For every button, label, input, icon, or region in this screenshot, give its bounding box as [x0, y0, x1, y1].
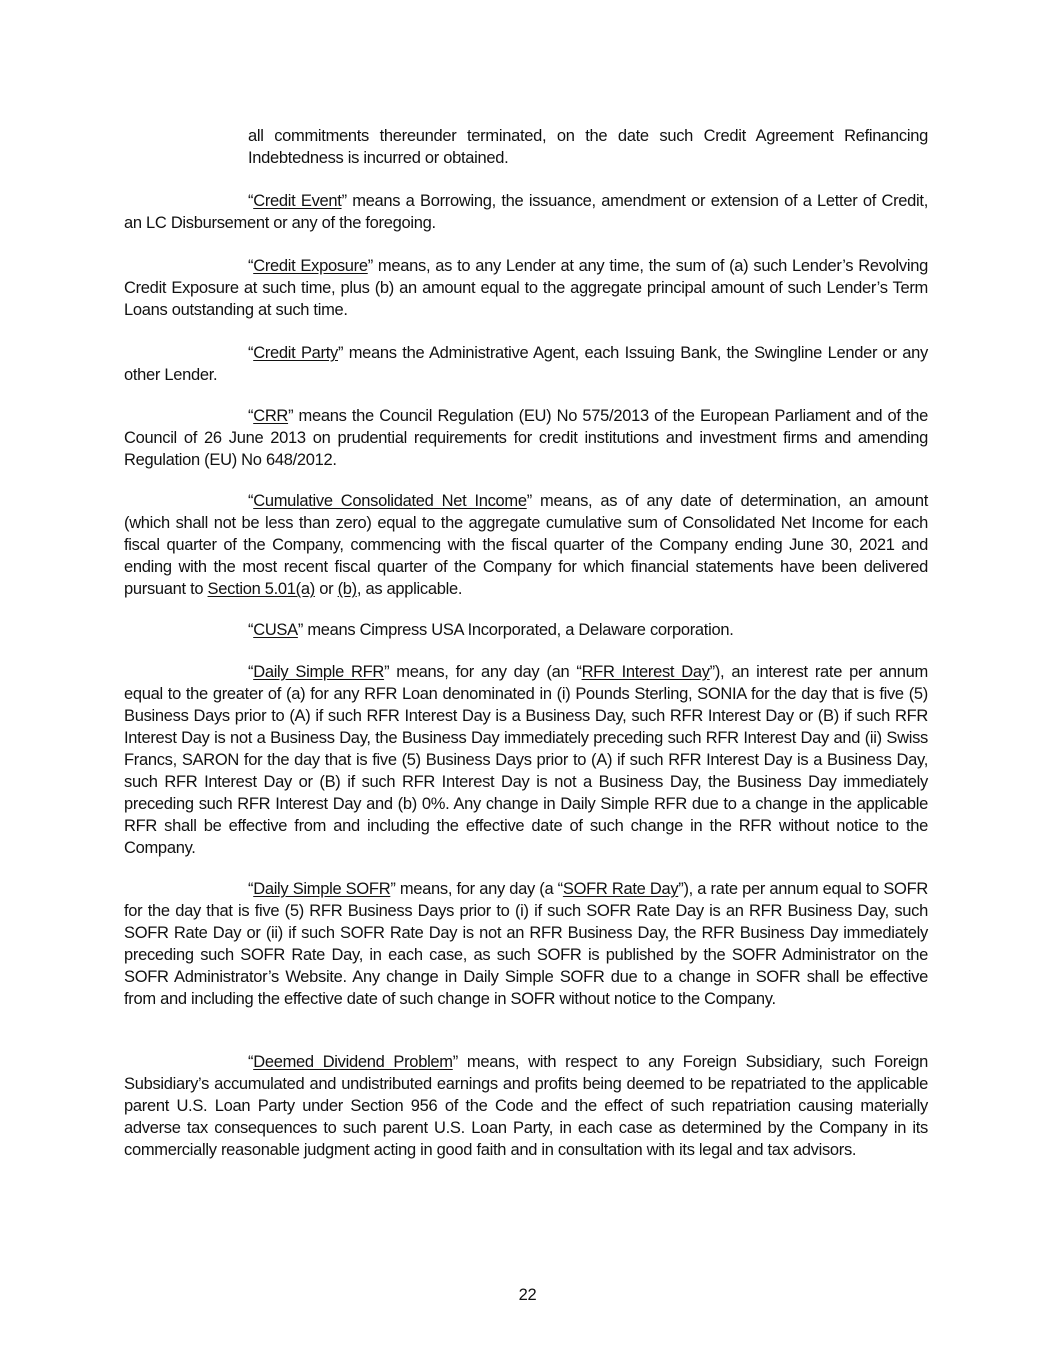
definition-crr: “CRR” means the Council Regulation (EU) No 575/2013 of the European Parliament and of the Council of 26 June 2013 on prudential requirements for credit institutions and investment firms and amending Regulation (EU) No 648/2012.	[124, 407, 928, 469]
definition-text: ” means, as to any Lender at any time, the sum of (a) such Lender’s Revolving Credit Exposure at such time, plus (b) an amount equal to the aggregate principal amount of such Lender’s Term Loans outstanding at such time.	[124, 257, 928, 319]
definition-text: ” means the Council Regulation (EU) No 575/2013 of the European Parliament and of the Council of 26 June 2013 on prudential requirements for credit institutions and investment firms and amending Regulation (EU) No 648/2012.	[124, 407, 928, 469]
definition-text: ” means Cimpress USA Incorporated, a Delaware corporation.	[297, 621, 734, 639]
defined-term: Deemed Dividend Problem	[253, 1053, 453, 1071]
continuation-text: all commitments thereunder terminated, on the date such Credit Agreement Refinancing Indebtedness is incurred or obtained.	[248, 127, 928, 167]
defined-term: SOFR Rate Day	[562, 880, 679, 898]
definition-text: ” means the Administrative Agent, each Issuing Bank, the Swingline Lender or any other Lender.	[124, 344, 929, 384]
defined-term: Credit Party	[253, 344, 338, 362]
definition-daily-simple-rfr: “Daily Simple RFR” means, for any day (an “RFR Interest Day”), an interest rate per annum equal to the greater of (a) for any RFR Loan denominated in (i) Pounds Sterling, SONIA for the day that is five (5) Business Days prior to (A) if such RFR Interest Day is a Business Day, such RFR Interest Day or (B) if such RFR Interest Day is not a Business Day, the Business Day immediately preceding such RFR Interest Day and (ii) Swiss Francs, SARON for the day that is five (5) Business Days prior to (A) if such RFR Interest Day is a Business Day, such RFR Interest Day or (B) if such RFR Interest Day is not a Business Day, the Business Day immediately preceding such RFR Interest Day and (b) 0%. Any change in Daily Simple RFR due to a change in the applicable RFR shall be effective from and including the effective date of such change in the RFR without notice to the Company.	[124, 663, 929, 857]
definition-credit-party: “Credit Party” means the Administrative Agent, each Issuing Bank, the Swingline Lender or any other Lender.	[124, 344, 929, 384]
definition-credit-exposure: “Credit Exposure” means, as to any Lender at any time, the sum of (a) such Lender’s Revolving Credit Exposure at such time, plus (b) an amount equal to the aggregate principal amount of such Lender’s Term Loans outstanding at such time.	[124, 257, 928, 319]
definition-text: ” means, for any day (an “	[384, 663, 582, 681]
defined-term: RFR Interest Day	[581, 663, 710, 681]
definition-daily-simple-sofr: “Daily Simple SOFR” means, for any day (a “SOFR Rate Day”), a rate per annum equal to SOFR for the day that is five (5) RFR Business Days prior to (i) if such SOFR Rate Day is an RFR Business Day, such SOFR Rate Day or (ii) if such SOFR Rate Day is not an RFR Business Day, the RFR Business Day immediately preceding such SOFR Rate Day, in each case, as such SOFR is published by the SOFR Administrator on the SOFR Administrator’s Website. Any change in Daily Simple SOFR due to a change in SOFR shall be effective from and including the effective date of such change in SOFR without notice to the Company.	[124, 880, 928, 1008]
definition-text: ” means, for any day (a “	[390, 880, 563, 898]
defined-term: CUSA	[253, 621, 298, 639]
definition-cumulative-net-income: “Cumulative Consolidated Net Income” means, as of any date of determination, an amount (which shall not be less than zero) equal to the aggregate cumulative sum of Consolidated Net Income for each fiscal quarter of the Company, commencing with the fiscal quarter of the Company ending June 30, 2021 and ending with the most recent fiscal quarter of the Company for which financial statements have been delivered pursuant to Section 5.01(a) or (b), as applicable.	[124, 492, 928, 598]
defined-term: Cumulative Consolidated Net Income	[253, 492, 527, 510]
definition-text: ” means, as of any date of determination, an amount (which shall not be less than zero) equal to the aggregate cumulative sum of Consolidated Net Income for each fiscal quarter of the Company, commencing with the fiscal quarter of the Company ending June 30, 2021 and ending with the most recent fiscal quarter of the Company for which financial statements have been delivered pursuant to	[124, 492, 928, 598]
defined-term: Daily Simple SOFR	[253, 880, 391, 898]
definition-text: ” means a Borrowing, the issuance, amendment or extension of a Letter of Credit, an LC Disbursement or any of the foregoing.	[124, 192, 928, 232]
definition-deemed-dividend-problem: “Deemed Dividend Problem” means, with respect to any Foreign Subsidiary, such Foreign Subsidiary’s accumulated and undistributed earnings and profits being deemed to be repatriated to the applicable parent U.S. Loan Party under Section 956 of the Code and the effect of such repatriation causing materially adverse tax consequences to such parent U.S. Loan Party, in each case as determined by the Company in its commercially reasonable judgment acting in good faith and in consultation with its legal and tax advisors.	[124, 1053, 928, 1159]
definition-text: ”), an interest rate per annum equal to the greater of (a) for any RFR Loan denominated in (i) Pounds Sterling, SONIA for the day that is five (5) Business Days prior to (A) if such RFR Interest Day is a Business Day, such RFR Interest Day or (B) if such RFR Interest Day is not a Business Day, the Business Day immediately preceding such RFR Interest Day and (ii) Swiss Francs, SARON for the day that is five (5) Business Days prior to (A) if such RFR Interest Day is a Business Day, such RFR Interest Day or (B) if such RFR Interest Day is not a Business Day, the Business Day immediately preceding such RFR Interest Day and (b) 0%. Any change in Daily Simple RFR due to a change in the applicable RFR shall be effective from and including the effective date of such change in the RFR without notice to the Company.	[124, 663, 929, 857]
definition-credit-event: “Credit Event” means a Borrowing, the issuance, amendment or extension of a Letter of Credit, an LC Disbursement or any of the foregoing.	[124, 192, 928, 232]
defined-term: Daily Simple RFR	[253, 663, 385, 681]
definition-text: ” means, with respect to any Foreign Subsidiary, such Foreign Subsidiary’s accumulated and undistributed earnings and profits being deemed to be repatriated to the applicable parent U.S. Loan Party under Section 956 of the Code and the effect of such repatriation causing materially adverse tax consequences to such parent U.S. Loan Party, in each case as determined by the Company in its commercially reasonable judgment acting in good faith and in consultation with its legal and tax advisors.	[124, 1053, 928, 1159]
defined-term: Credit Exposure	[253, 257, 368, 275]
definition-cusa: “CUSA” means Cimpress USA Incorporated, a Delaware corporation.	[248, 621, 734, 639]
definition-text: ”), a rate per annum equal to SOFR for the day that is five (5) RFR Business Days prior to (i) if such SOFR Rate Day is an RFR Business Day, such SOFR Rate Day or (ii) if such SOFR Rate Day is not an RFR Business Day, the RFR Business Day immediately preceding such SOFR Rate Day, in each case, as such SOFR is published by the SOFR Administrator on the SOFR Administrator’s Website. Any change in Daily Simple SOFR due to a change in SOFR shall be effective from and including the effective date of such change in SOFR without notice to the Company.	[124, 880, 928, 1008]
defined-term: Credit Event	[253, 192, 342, 210]
definition-text: , as applicable.	[356, 580, 463, 598]
definition-text: or	[314, 580, 338, 598]
section-reference: Section 5.01(a)	[207, 580, 315, 598]
section-reference: (b)	[337, 580, 357, 598]
defined-term: CRR	[253, 407, 289, 425]
page-number: 22	[518, 1286, 537, 1304]
continuation-paragraph	[248, 125, 928, 169]
